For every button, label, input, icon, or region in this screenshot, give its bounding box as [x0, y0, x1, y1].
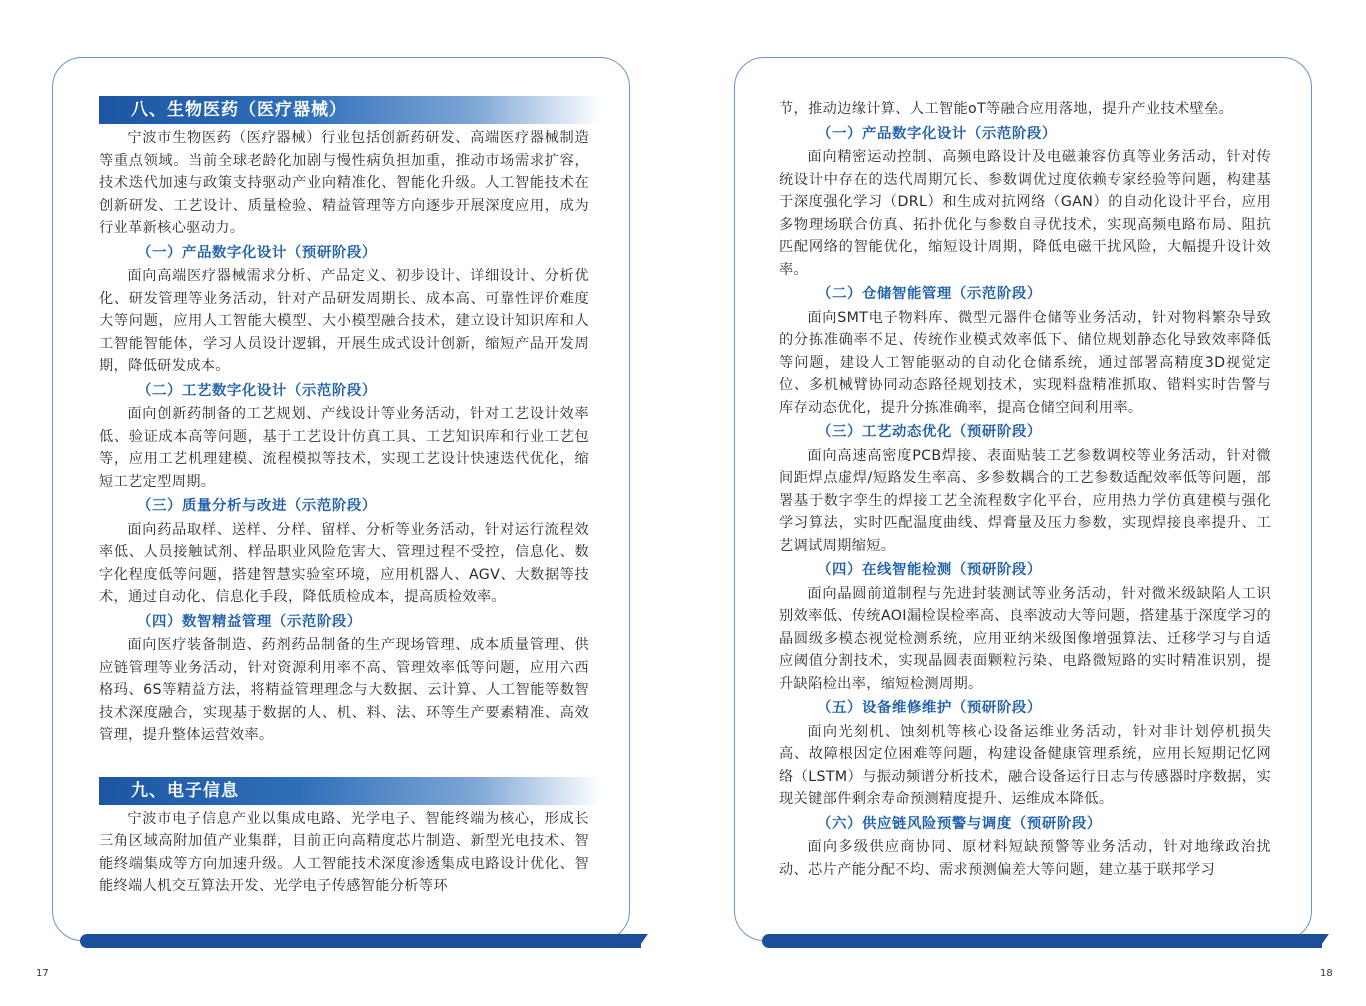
subheading-lean-management: （四）数智精益管理（示范阶段）: [137, 613, 362, 630]
subheading-equipment-maintenance: （五）设备维修维护（预研阶段）: [817, 700, 1042, 716]
page-number-left: 17: [36, 968, 49, 979]
subheading-process-optimization: （三）工艺动态优化（预研阶段）: [817, 424, 1042, 440]
paragraph-quality-analysis: 面向药品取样、送样、分样、留样、分析等业务活动，针对运行流程效率低、人员接触试剂、样品职业风险危害大、管理过程不受控，信息化、数字化程度低等问题，搭建智慧实验室环境，应用机器人、AGV、大数据等技术，通过自动化、信息化手段，降低质检成本，提高质检效率。: [99, 521, 589, 605]
right-page: [734, 57, 1312, 941]
section-heading-electronics: 九、电子信息: [99, 777, 601, 805]
left-footer-band: [80, 934, 641, 948]
section-intro-biomedicine: 宁波市生物医药（医疗器械）行业包括创新药研发、高端医疗器械制造等重点领域。当前全球老龄化加剧与慢性病负担加重，推动市场需求扩容，技术迭代加速与政策支持驱动产业向精准化、智能化升级。人工智能技术在创新研发、工艺设计、质量检验、精益管理等方向逐步开展深度应用，成为行业革新核心驱动力。: [99, 130, 589, 236]
left-page-content: [99, 96, 589, 898]
page-number-right: 18: [1320, 968, 1333, 979]
paragraph-lean-management: 面向医疗装备制造、药剂药品制备的生产现场管理、成本质量管理、供应链管理等业务活动，针对资源利用率不高、管理效率低等问题，应用六西格玛、6S等精益方法，将精益管理理念与大数据、云计算、人工智能等数智技术深度融合，实现基于数据的人、机、料、法、环等生产要素精准、高效管理，提升整体运营效率。: [99, 637, 589, 743]
paragraph-continuation: 节，推动边缘计算、人工智能oT等融合应用落地，提升产业技术壁垒。: [779, 101, 1234, 117]
subheading-warehouse-management: （二）仓储智能管理（示范阶段）: [817, 286, 1042, 302]
right-footer-band: [762, 934, 1322, 948]
subheading-process-design: （二）工艺数字化设计（示范阶段）: [137, 382, 377, 399]
section-heading-biomedicine: 八、生物医药（医疗器械）: [99, 96, 601, 124]
paragraph-process-design: 面向创新药制备的工艺规划、产线设计等业务活动，针对工艺设计效率低、验证成本高等问题，基于工艺设计仿真工具、工艺知识库和行业工艺包等，应用工艺机理建模、流程模拟等技术，实现工艺设计快速迭代优化，缩短工艺定型周期。: [99, 406, 589, 490]
paragraph-electronics-product-design: 面向精密运动控制、高频电路设计及电磁兼容仿真等业务活动，针对传统设计中存在的迭代周期冗长、参数调优过度依赖专家经验等问题，构建基于深度强化学习（DRL）和生成对抗网络（GAN）的自动化设计平台，应用多物理场联合仿真、拓扑优化与参数自寻优技术，实现高频电路布局、阻抗匹配网络的智能优化，缩短设计周期，降低电磁干扰风险，大幅提升设计效率。: [779, 149, 1271, 278]
paragraph-product-design: 面向高端医疗器械需求分析、产品定义、初步设计、详细设计、分析优化、研发管理等业务活动，针对产品研发周期长、成本高、可靠性评价难度大等问题，应用人工智能大模型、大小模型融合技术，建立设计知识库和人工智能智能体，学习人员设计逻辑，开展生成式设计创新，缩短产品开发周期，降低研发成本。: [99, 268, 589, 374]
paragraph-warehouse-management: 面向SMT电子物料库、微型元器件仓储等业务活动，针对物料繁杂导致的分拣准确率不足、传统作业模式效率低下、储位规划静态化导致效率降低等问题，建设人工智能驱动的自动化仓储系统，通过部署高精度3D视觉定位、多机械臂协同动态路径规划技术，实现料盘精准抓取、错料实时告警与库存动态优化，提升分拣准确率，提高仓储空间利用率。: [779, 309, 1271, 416]
paragraph-supply-chain: 面向多级供应商协同、原材料短缺预警等业务活动，针对地缘政治扰动、芯片产能分配不均、需求预测偏差大等问题，建立基于联邦学习: [779, 839, 1271, 878]
right-page-content: [779, 98, 1271, 881]
left-page: [52, 57, 630, 941]
paragraph-online-inspection: 面向晶圆前道制程与先进封装测试等业务活动，针对微米级缺陷人工识别效率低、传统AOI漏检误检率高、良率波动大等问题，搭建基于深度学习的晶圆级多模态视觉检测系统，应用亚纳米级图像增强算法、迁移学习与自适应阈值分割技术，实现晶圆表面颗粒污染、电路微短路的实时精准识别，提升缺陷检出率，缩短检测周期。: [779, 585, 1271, 692]
subheading-quality-analysis: （三）质量分析与改进（示范阶段）: [137, 498, 377, 514]
paragraph-process-optimization: 面向高速高密度PCB焊接、表面贴装工艺参数调校等业务活动，针对微间距焊点虚焊/短路发生率高、多参数耦合的工艺参数适配效率低等问题，部署基于数字孪生的焊接工艺全流程数字化平台，应用热力学仿真建模与强化学习算法，实时匹配温度曲线、焊膏量及压力参数，实现焊接良率提升、工艺调试周期缩短。: [779, 447, 1271, 554]
subheading-product-design: （一）产品数字化设计（预研阶段）: [137, 244, 377, 261]
subheading-supply-chain: （六）供应链风险预警与调度（预研阶段）: [817, 815, 1102, 832]
subheading-online-inspection: （四）在线智能检测（预研阶段）: [817, 562, 1042, 578]
section-intro-electronics: 宁波市电子信息产业以集成电路、光学电子、智能终端为核心，形成长三角区域高附加值产业集群，目前正向高精度芯片制造、新型光电技术、智能终端集成等方向加速升级。人工智能技术深度渗透集成电路设计优化、智能终端人机交互算法开发、光学电子传感智能分析等环: [99, 810, 589, 894]
subheading-electronics-product-design: （一）产品数字化设计（示范阶段）: [817, 125, 1057, 142]
paragraph-equipment-maintenance: 面向光刻机、蚀刻机等核心设备运维业务活动，针对非计划停机损失高、故障根因定位困难等问题，构建设备健康管理系统，应用长短期记忆网络（LSTM）与振动频谱分析技术，融合设备运行日志与传感器时序数据，实现关键部件剩余寿命预测精度提升、运维成本降低。: [779, 723, 1271, 807]
